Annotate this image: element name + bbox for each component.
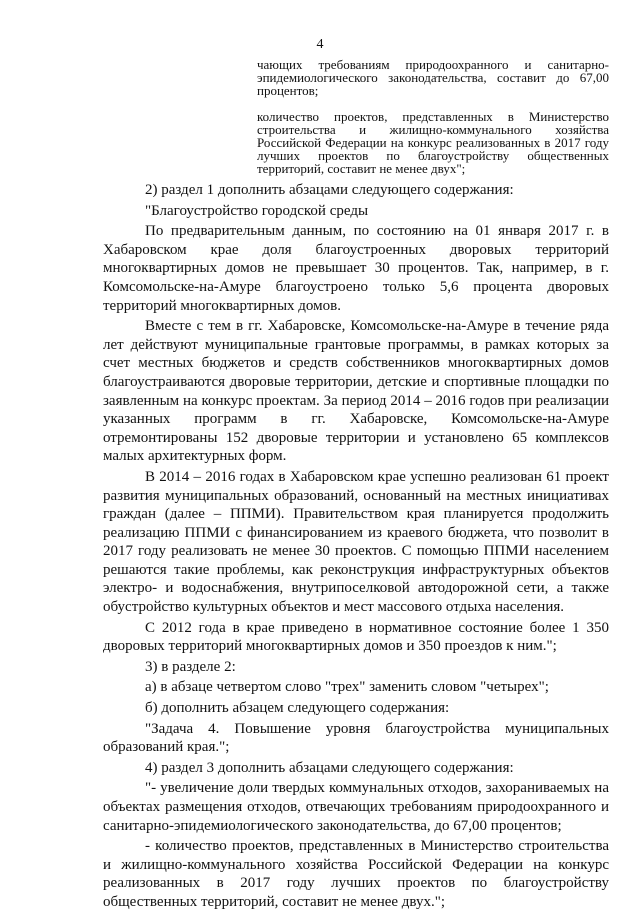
quoted-paragraph-1: чающих требованиям природоохранного и санитарно-эпидемиологического законодательства, составит до 67,00 процентов; [257,57,609,98]
paragraph-task-4: "Задача 4. Повышение уровня благоустройства муниципальных образований края."; [103,720,609,756]
paragraph-item-b: б) дополнить абзацем следующего содержания: [145,700,450,717]
paragraph-projects-count: - количество проектов, представленных в Министерство строительства и жилищно-коммунального хозяйства Российской Федерации на конкурс реализованных в 2017 году лучших проектов по благоустройству общественных территорий, составит не менее двух."; [103,838,609,910]
paragraph-ppmi: В 2014 – 2016 годах в Хабаровском крае успешно реализован 61 проект развития муниципальных образований, основанный на местных инициативах граждан (далее – ППМИ). Правительством края планируется продолжить реализацию ППМИ с финансированием из краевого бюджета, что позволит в 2017 году реализовать не менее 30 проектов. С помощью ППМИ населением решаются такие проблемы, как реконструкция инфраструктурных объектов электро- и водоснабжения, внутрипоселковой автодорожной сети, а также обустройство культурных объектов и мест массового отдыха населения. [103,468,609,616]
page-number: 4 [316,37,324,52]
quoted-paragraph-2: количество проектов, представленных в Министерство строительства и жилищно-коммунального хозяйства Российской Федерации на конкурс реализованных в 2017 году лучших проектов по благоустройству общественных территорий, составит не менее двух"; [257,109,609,176]
document-body [103,181,609,914]
paragraph-amend-section-2: 3) в разделе 2: [145,658,236,675]
paragraph-amend-section-3: 4) раздел 3 дополнить абзацами следующего содержания: [145,759,514,776]
paragraph-amend-section-1: 2) раздел 1 дополнить абзацами следующего содержания: [145,182,514,198]
paragraph-heading-urban-environment: "Благоустройство городской среды [145,202,369,219]
paragraph-preliminary-data: По предварительным данным, по состоянию на 01 января 2017 г. в Хабаровском крае доля благоустроенных дворовых территорий многоквартирных домов не превышает 30 процентов. Так, например, в г. Комсомольске-на-Амуре благоустроено только 5,6 процента дворовых территорий многоквартирных домов. [103,223,609,314]
paragraph-grant-programs: Вместе с тем в гг. Хабаровске, Комсомольске-на-Амуре в течение ряда лет действуют муниципальные грантовые программы, в рамках которых за счет местных бюджетов и средств собственников многоквартирных домов благоустраиваются дворовые территории, детские и спортивные площадки по заявленным на конкурс проектам. За период 2014 – 2016 годов при реализации указанных программ в гг. Хабаровске, Комсомольске-на-Амуре отремонтированы 152 дворовые территории и установлено 65 комплексов малых архитектурных форм. [103,318,609,465]
paragraph-item-a: а) в абзаце четвертом слово "трех" заменить словом "четырех"; [145,679,549,696]
paragraph-since-2012: С 2012 года в крае приведено в нормативное состояние более 1 350 дворовых территорий многоквартирных домов и 350 проездов к ним."; [103,619,609,655]
paragraph-waste-share: "- увеличение доли твердых коммунальных отходов, захораниваемых на объектах размещения отходов, отвечающих требованиям природоохранного и санитарно-эпидемиологического законодательства, до 67,00 процентов; [103,780,609,834]
